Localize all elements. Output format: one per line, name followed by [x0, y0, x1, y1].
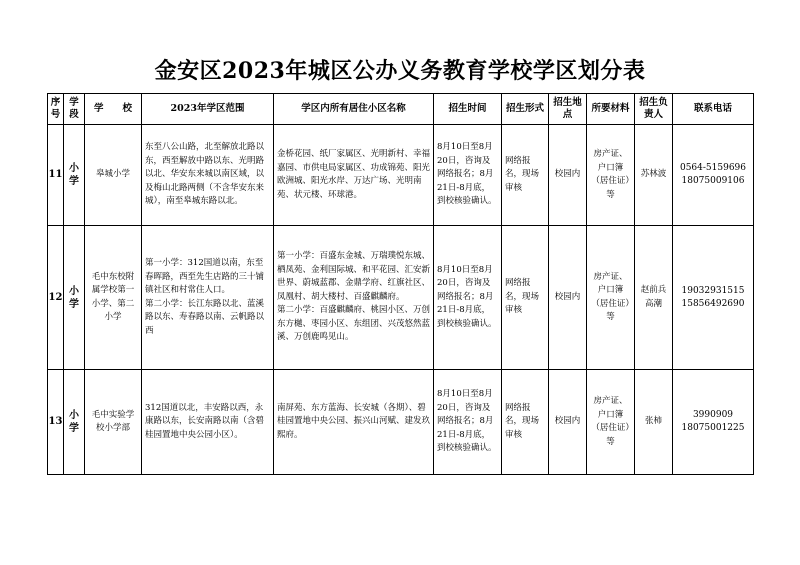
row-form: 网络报名，现场审核: [502, 226, 549, 370]
row-stage: 小学: [64, 370, 85, 475]
row-time: 8月10日至8月20日，咨询及网络报名；8月21日-8月底，到校核验确认。: [434, 125, 502, 226]
row-communities: 金桥花园、纸厂家属区、光明新村、幸福嘉园、市供电局家属区、功成锦苑、阳光欧洲城、阳光水岸、万达广场、光明南苑、状元楼、环球港。: [274, 125, 434, 226]
row-place: 校园内: [549, 370, 587, 475]
row-stage: 小学: [64, 226, 85, 370]
table-row: [48, 370, 754, 475]
row-place: 校园内: [549, 125, 587, 226]
row-person: 苏林波: [635, 125, 673, 226]
row-form: 网络报名，现场审核: [502, 125, 549, 226]
table-row: [48, 226, 754, 370]
header-communities: 学区内所有居住小区名称: [274, 94, 434, 125]
row-phone: 0564-5159696 18075009106: [673, 125, 754, 226]
header-phone: 联系电话: [673, 94, 754, 125]
row-number: 12: [48, 226, 64, 370]
page-title: 金安区2023年城区公办义务教育学校学区划分表: [154, 58, 646, 84]
header-range: 2023年学区范围: [142, 94, 274, 125]
row-time: 8月10日至8月20日，咨询及网络报名；8月21日-8月底，到校核验确认。: [434, 370, 502, 475]
row-person: 张柿: [635, 370, 673, 475]
row-place: 校园内: [549, 226, 587, 370]
row-school: 毛中东校附属学校第一小学、第二小学: [85, 226, 142, 370]
row-range: 第一小学：312国道以南，东至春晖路，西至先生店路的三十铺镇社区和村常住人口。 第二小学：长江东路以北、蓝溪路以东、寿春路以南、云帆路以西: [142, 226, 274, 370]
row-materials: 房产证、户口簿（居住证）等: [587, 125, 635, 226]
header-place: 招生地点: [549, 94, 587, 125]
row-communities: 第一小学：百盛东金城、万瑞璞悦东城、栖凤苑、金利国际城、和平花园、汇安新世界、蔚城蓝郡、金鼎学府、红旗社区、凤凰村、胡大楼村、百盛麒麟府。 第二小学：百盛麒麟府、桃园小区、万创东方樾、枣园小区、东组团、兴茂悠然蓝溪、万创鹿鸣见山。: [274, 226, 434, 370]
row-number: 11: [48, 125, 64, 226]
school-district-table: [47, 93, 754, 475]
row-communities: 南屏苑、东方蓝海、长安城（各期）、碧桂园置地中央公园、振兴山河赋、建发玖熙府。: [274, 370, 434, 475]
row-phone: 19032931515 15856492690: [673, 226, 754, 370]
table-header-row: [48, 94, 754, 125]
row-phone: 3990909 18075001225: [673, 370, 754, 475]
header-form: 招生形式: [502, 94, 549, 125]
row-stage: 小学: [64, 125, 85, 226]
header-person: 招生负责人: [635, 94, 673, 125]
row-materials: 房产证、户口簿（居住证）等: [587, 370, 635, 475]
header-no: 序号: [48, 94, 64, 125]
row-range: 312国道以北，丰安路以西，永康路以东，长安南路以南（含碧桂园置地中央公园小区）。: [142, 370, 274, 475]
header-time: 招生时间: [434, 94, 502, 125]
row-school: 皋城小学: [85, 125, 142, 226]
table-row: [48, 125, 754, 226]
header-school: 学 校: [85, 94, 142, 125]
row-range: 东至八公山路，北至解放北路以东，西至解放中路以东、光明路以北、华安东来城以南区域，以及梅山北路两侧（不含华安东来城），南至皋城东路以北。: [142, 125, 274, 226]
header-materials: 所要材料: [587, 94, 635, 125]
row-form: 网络报名，现场审核: [502, 370, 549, 475]
header-stage: 学段: [64, 94, 85, 125]
row-person: 赵前兵 高潮: [635, 226, 673, 370]
row-school: 毛中实验学校小学部: [85, 370, 142, 475]
row-materials: 房产证、户口簿（居住证）等: [587, 226, 635, 370]
row-number: 13: [48, 370, 64, 475]
row-time: 8月10日至8月20日，咨询及网络报名；8月21日-8月底，到校核验确认。: [434, 226, 502, 370]
